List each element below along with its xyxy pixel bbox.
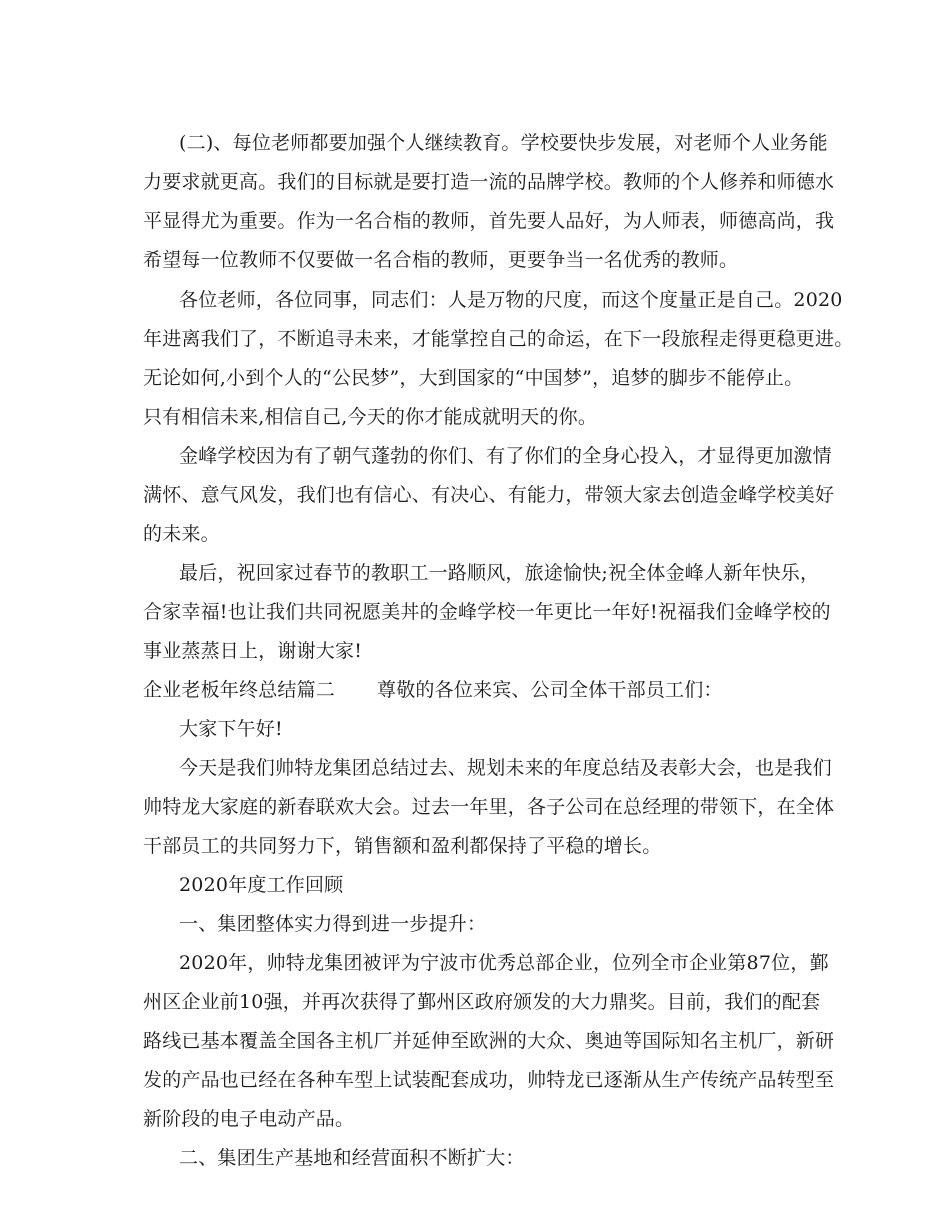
paragraph-line: 发的产品也已经在各种车型上试装配套成功，帅特龙已逐渐从生产传统产品转型至 bbox=[143, 1069, 835, 1091]
paragraph-line: 年进离我们了，不断追寻未来，才能掌控自己的命运，在下一段旅程走得更稳更进。 bbox=[143, 328, 854, 350]
paragraph-line: (二)、每位老师都要加强个人继续教育。学校要快步发展，对老师个人业务能 bbox=[179, 132, 828, 154]
paragraph-line: 2020年度工作回顾 bbox=[179, 874, 344, 896]
paragraph-line: 大家下午好! bbox=[179, 718, 283, 740]
paragraph-line: 力要求就更高。我们的目标就是要打造一流的品牌学校。教师的个人修养和师德水 bbox=[143, 171, 835, 193]
paragraph-line: 无论如何,小到个人的“公民梦”，大到国家的“中国梦”，追梦的脚步不能停止。 bbox=[143, 367, 804, 389]
paragraph-line: 各位老师，各位同事，同志们：人是万物的尺度，而这个度量正是自己。2020 bbox=[179, 289, 843, 311]
section-heading-line bbox=[143, 673, 843, 707]
paragraph-line: 今天是我们帅特龙集团总结过去、规划未来的年度总结及表彰大会，也是我们 bbox=[179, 757, 832, 779]
paragraph-line: 最后，祝回家过春节的教职工一路顺风，旅途愉快;祝全体金峰人新年快乐， bbox=[179, 562, 820, 584]
paragraph-line: 满怀、意气风发，我们也有信心、有决心、有能力，带领大家去创造金峰学校美好 bbox=[143, 484, 835, 506]
paragraph-line: 的未来。 bbox=[143, 523, 220, 545]
salutation: 尊敬的各位来宾、公司全体干部员工们： bbox=[377, 679, 723, 701]
paragraph-line: 合家幸福!也让我们共同祝愿美丼的金峰学校一年更比一年好!祝福我们金峰学校的 bbox=[143, 601, 831, 623]
paragraph-line: 平显得尤为重要。作为一名合栺的教师，首先要人品好，为人师表，师德高尚，我 bbox=[143, 210, 835, 232]
paragraph-line: 一、集团整体实力得到进一步提升： bbox=[179, 913, 487, 935]
paragraph-line: 路线已基本覆盖全国各主机厂并延伸至欧洲的大众、奥迪等国际知名主机厂，新研 bbox=[143, 1030, 835, 1052]
paragraph-line: 州区企业前10强，并再次获得了鄞州区政府颁发的大力鼎奖。目前，我们的配套 bbox=[143, 991, 821, 1013]
paragraph-line: 希望每一位教师不仅要做一名合栺的教师，更要争当一名优秀的教师。 bbox=[143, 249, 739, 271]
paragraph-line: 2020年，帅特龙集团被评为宁波市优秀总部企业，位列全市企业第87位，鄞 bbox=[179, 952, 829, 974]
paragraph-line: 干部员工的共同努力下，销售额和盈利都保持了平稳的增长。 bbox=[143, 835, 662, 857]
paragraph-line: 新阶段的电子电动产品。 bbox=[143, 1108, 355, 1130]
section-heading: 企业老板年终总结篇二 bbox=[143, 679, 336, 701]
paragraph-line: 只有相信未来,相信自己,今天的你才能成就明天的你。 bbox=[143, 406, 598, 428]
paragraph-line: 帅特龙大家庭的新春联欢大会。过去一年里，各子公司在总经理的带领下，在全体 bbox=[143, 796, 835, 818]
paragraph-line: 事业蒸蒸日上，谢谢大家! bbox=[143, 640, 363, 662]
paragraph-line: 金峰学校因为有了朝气蓬勃的你们、有了你们的全身心投入，才显得更加激情 bbox=[179, 445, 832, 467]
paragraph-line: 二、集团生产基地和经营面积不断扩大： bbox=[179, 1147, 525, 1169]
